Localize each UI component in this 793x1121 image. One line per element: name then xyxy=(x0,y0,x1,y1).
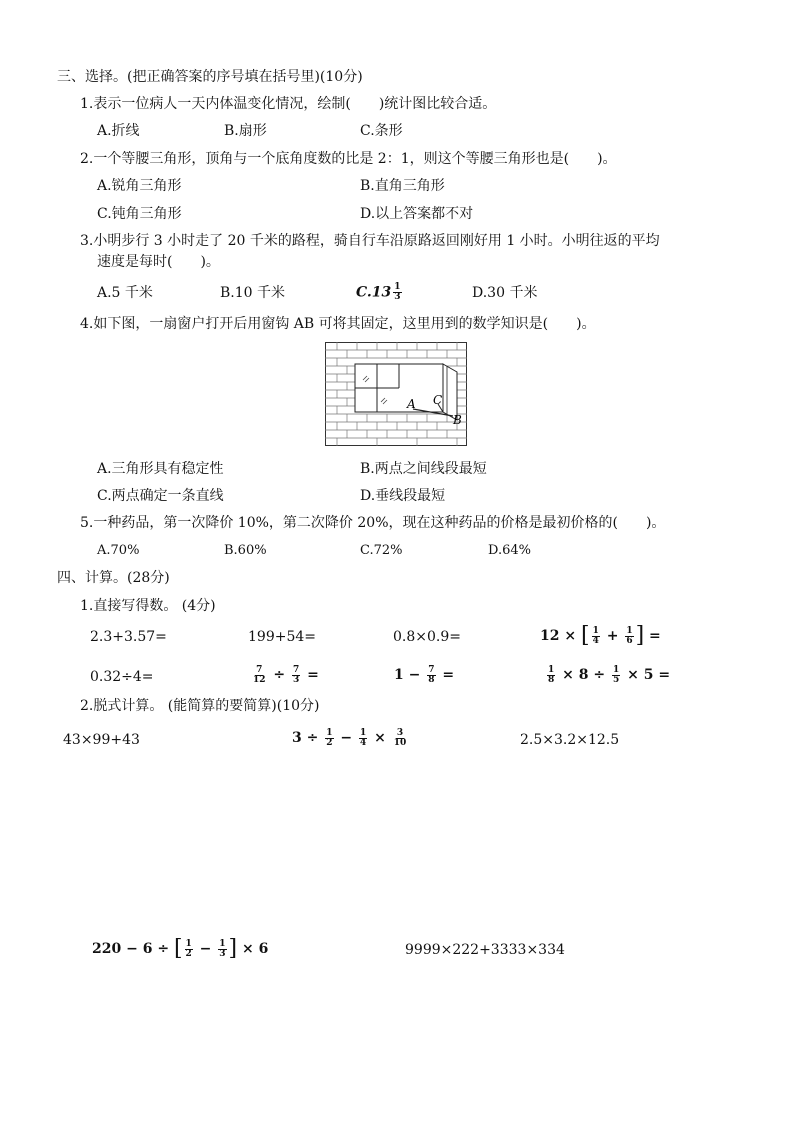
calc-2-4-tail: × 5 = xyxy=(627,667,671,683)
q5-option-c: C.72% xyxy=(360,543,403,558)
q4-option-b: B.两点之间线段最短 xyxy=(360,461,487,477)
q1-stem: 1.表示一位病人一天内体温变化情况，绘制( )统计图比较合适。 xyxy=(80,96,497,112)
q2-stem: 2.一个等腰三角形，顶角与一个底角度数的比是 2：1，则这个等腰三角形也是( )。 xyxy=(80,151,617,167)
q1-option-a: A.折线 xyxy=(97,123,140,139)
calc-1-4-a: 12 xyxy=(540,628,560,644)
expr-2-f2-num: 1 xyxy=(359,727,367,738)
calc-2-2-f1-den: 12 xyxy=(253,674,266,685)
q4-option-c: C.两点确定一条直线 xyxy=(97,488,224,504)
expr-2-f3-den: 10 xyxy=(393,737,407,748)
calc-1-4-times: × xyxy=(564,628,577,644)
calc-2-4-f1-num: 1 xyxy=(548,664,555,675)
point-b-label: B xyxy=(453,413,462,427)
calc-2-4 xyxy=(545,662,670,688)
q3-option-c-denominator: 3 xyxy=(394,292,401,302)
window-brick-wall-svg xyxy=(325,342,467,446)
q5-option-b: B.60% xyxy=(224,543,267,558)
q1-option-b: B.扇形 xyxy=(224,123,267,139)
calc-2-3-minus: − xyxy=(408,667,421,683)
part1-title: 1.直接写得数。 (4分) xyxy=(80,598,216,614)
calc-2-2-eq: = xyxy=(307,667,319,683)
calc-2-2-f2-den: 3 xyxy=(293,674,300,685)
calc-2-2 xyxy=(250,662,319,688)
calc-2-4-f2-num: 1 xyxy=(612,664,620,675)
q3-option-c-numerator: 1 xyxy=(394,282,401,292)
q5-option-d: D.64% xyxy=(488,543,531,558)
expr-2-times: × xyxy=(374,730,386,746)
expr-4-minus: − xyxy=(199,941,212,957)
section-4-title: 四、计算。(28分) xyxy=(57,570,170,586)
expr-3: 2.5×3.2×12.5 xyxy=(520,732,620,748)
calc-2-3 xyxy=(394,662,454,688)
calc-2-3-eq: = xyxy=(442,667,455,683)
calc-1-4-eq: = xyxy=(649,628,661,644)
expr-1: 43×99+43 xyxy=(63,732,140,748)
expr-4-f2-den: 3 xyxy=(219,948,226,959)
expr-2-a: 3 ÷ xyxy=(292,730,319,746)
expr-2 xyxy=(292,725,409,751)
q2-option-c: C.钝角三角形 xyxy=(97,206,182,222)
calc-1-4: 12 × [ $\frac{1}{4}$ + $\frac{1}{6}$ ] = xyxy=(540,623,661,648)
calc-1-4-plus: + xyxy=(606,628,619,644)
expr-2-minus: − xyxy=(340,730,353,746)
q3-option-c xyxy=(356,283,404,302)
section-3-title: 三、选择。(把正确答案的序号填在括号里)(10分) xyxy=(57,69,363,85)
calc-2-4-mid: × 8 ÷ xyxy=(562,667,606,683)
q5-stem: 5.一种药品，第一次降价 10%，第二次降价 20%，现在这种药品的价格是最初价格的( )。 xyxy=(80,515,666,531)
calc-1-4-f1-den: 4 xyxy=(592,635,599,646)
q2-option-b: B.直角三角形 xyxy=(360,178,445,194)
calc-1-3: 0.8×0.9= xyxy=(393,629,461,645)
q3-stem-line2: 速度是每时( )。 xyxy=(97,254,220,270)
calc-1-1: 2.3+3.57= xyxy=(90,629,167,645)
expr-4: 220 − 6 ÷ [ $\frac{1}{2}$ − $\frac{1}{3}$ ] × 6 xyxy=(92,936,269,961)
calc-2-1: 0.32÷4= xyxy=(90,669,154,685)
expr-2-f2-den: 4 xyxy=(359,737,367,748)
part2-title: 2.脱式计算。 (能简算的要简算)(10分) xyxy=(80,698,320,714)
calc-2-2-div: ÷ xyxy=(273,667,286,683)
calc-2-4-f1-den: 8 xyxy=(548,674,555,685)
calc-2-3-den: 8 xyxy=(428,674,435,685)
expr-2-f1-num: 1 xyxy=(326,727,333,738)
window-brick-wall-figure xyxy=(325,342,467,446)
calc-1-2: 199+54= xyxy=(248,629,316,645)
expr-2-f3-num: 3 xyxy=(396,727,404,738)
expr-5: 9999×222+3333×334 xyxy=(405,942,565,958)
q3-option-d: D.30 千米 xyxy=(472,285,538,301)
calc-2-2-f2-num: 7 xyxy=(293,664,300,675)
calc-2-3-a: 1 xyxy=(394,667,404,683)
q3-stem-line1: 3.小明步行 3 小时走了 20 千米的路程，骑自行车沿原路返回刚好用 1 小时。小明往返的平均 xyxy=(80,233,660,249)
q4-option-a: A.三角形具有稳定性 xyxy=(97,461,224,477)
calc-1-4-f1-num: 1 xyxy=(592,625,599,636)
expr-4-a: 220 − 6 ÷ xyxy=(92,941,170,957)
calc-1-4-f2-den: 6 xyxy=(626,635,633,646)
q4-stem: 4.如下图，一扇窗户打开后用窗钩 AB 可将其固定，这里用到的数学知识是( )。 xyxy=(80,316,596,332)
calc-2-2-f1-num: 7 xyxy=(256,664,263,675)
q1-option-c: C.条形 xyxy=(360,123,403,139)
q3-option-c-whole: C.13 xyxy=(356,284,392,301)
q3-option-b: B.10 千米 xyxy=(220,285,286,301)
expr-4-tail: × 6 xyxy=(242,941,269,957)
q5-option-a: A.70% xyxy=(97,543,140,558)
expr-4-f1-num: 1 xyxy=(185,938,192,949)
calc-1-4-f2-num: 1 xyxy=(626,625,633,636)
q2-option-d: D.以上答案都不对 xyxy=(360,206,474,222)
expr-4-f1-den: 2 xyxy=(185,948,192,959)
q4-option-d: D.垂线段最短 xyxy=(360,488,446,504)
calc-2-3-num: 7 xyxy=(428,664,435,675)
point-a-label: A xyxy=(407,397,416,411)
q3-option-a: A.5 千米 xyxy=(97,285,153,301)
expr-2-f1-den: 2 xyxy=(326,737,333,748)
point-c-label: C xyxy=(433,393,443,407)
calc-2-4-f2-den: 5 xyxy=(612,674,620,685)
expr-4-f2-num: 1 xyxy=(219,938,226,949)
q2-option-a: A.锐角三角形 xyxy=(97,178,182,194)
